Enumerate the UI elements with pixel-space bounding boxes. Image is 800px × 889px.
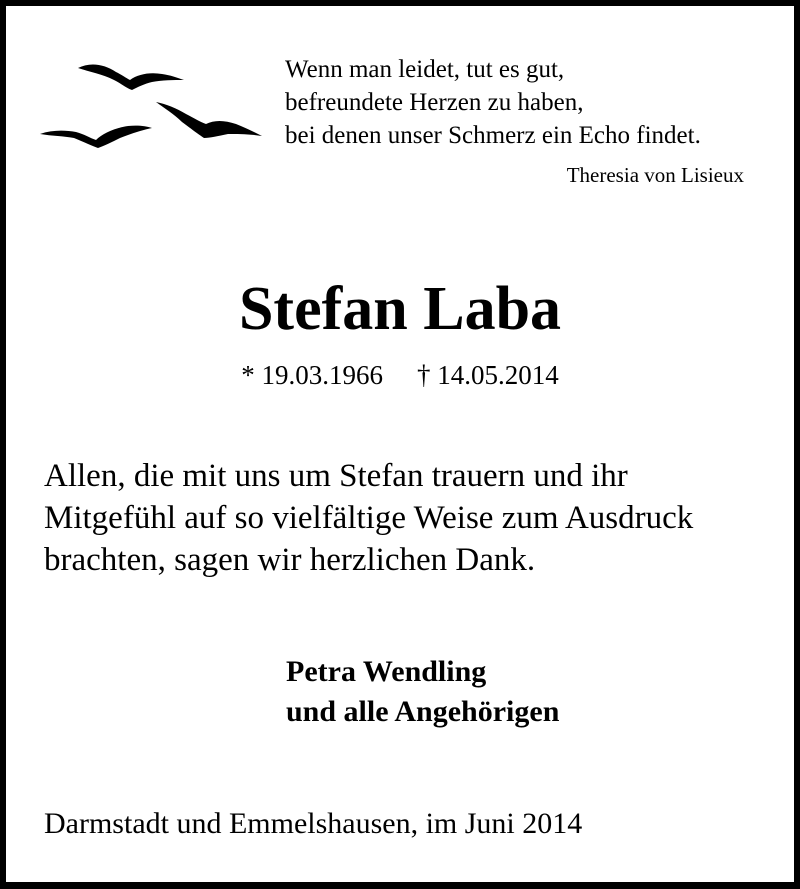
bird-top-icon [78,65,184,90]
quote-block [285,53,701,152]
death-date: † 14.05.2014 [417,360,559,390]
quote-author: Theresia von Lisieux [566,163,744,187]
thanks-message [44,455,693,581]
bird-bottom-icon [40,126,152,148]
quote-line: bei denen unser Schmerz ein Echo findet. [285,122,701,149]
signature-line: Petra Wendling [286,655,487,688]
signature-line: und alle Angehörigen [286,695,560,728]
quote-line: befreundete Herzen zu haben, [285,89,584,116]
deceased-name: Stefan Laba [238,275,562,343]
flying-birds-illustration [38,58,266,154]
place-and-date: Darmstadt und Emmelshausen, im Juni 2014 [44,807,583,840]
quote-line: Wenn man leidet, tut es gut, [285,56,565,83]
birth-date: * 19.03.1966 [241,360,383,390]
thanks-line: Allen, die mit uns um Stefan trauern und ihr [44,458,628,494]
thanks-line: Mitgefühl auf so vielfältige Weise zum Ausdruck [44,500,694,536]
signature-block [286,652,559,732]
bird-middle-icon [156,102,262,138]
life-dates [0,358,800,392]
thanks-line: brachten, sagen wir herzlichen Dank. [44,542,536,578]
